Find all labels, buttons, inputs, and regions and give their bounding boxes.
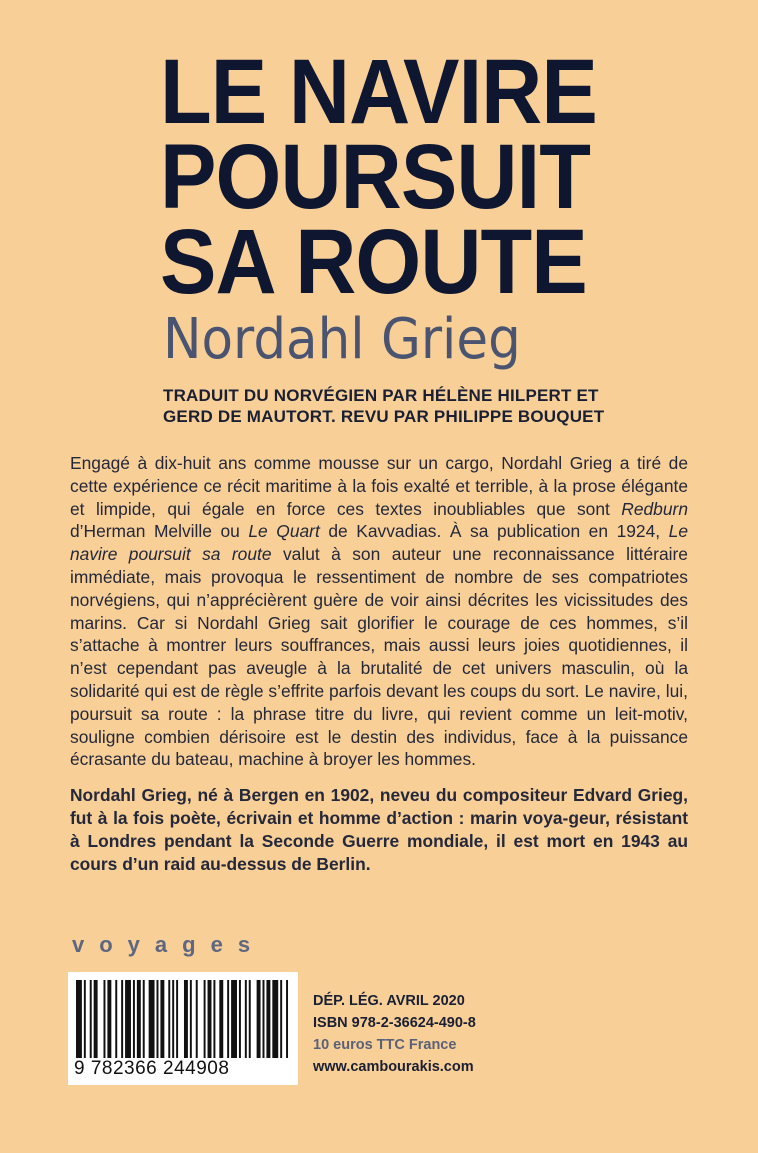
author-bio-paragraph: Nordahl Grieg, né à Bergen en 1902, neveu du compositeur Edvard Grieg, fut à la fois poète, écrivain et homme d’action : marin voya-geur, résistant à Londres pendant la Seconde Guerre mondiale, il est mort en 1943 au cours d’un raid au-dessus de Berlin. [70, 785, 688, 874]
title-line-2: POURSUIT [160, 126, 590, 228]
barcode-bar [176, 980, 178, 1058]
author-name: Nordahl Grieg [163, 307, 521, 372]
barcode-bar [107, 980, 111, 1058]
barcode-bar [90, 980, 92, 1058]
summary-paragraph: Engagé à dix-huit ans comme mousse sur un cargo, Nordahl Grieg a tiré de cette expérience ce récit maritime à la fois exalté et terrible, à la prose élégante et limpide, qui égale en force ces textes inoubliables que sont Redburn d’Herman Melville ou Le Quart de Kavvadias. À sa publication en 1924, Le navire poursuit sa route valut à son auteur une reconnaissance littéraire immédiate, mais provoqua le ressentiment de nombre de ses compatriotes norvégiens, qui n’apprécièrent guère de voir ainsi décrites les vicissitudes des marins. Car si Nordahl Grieg sait glorifier le courage de ces hommes, s’il s’attache à montrer leurs souffrances, mais aussi leurs joies quotidiennes, il n’est cependant pas aveugle à la brutalité de cet univers masculin, où la solidarité qui est de règle s’effrite parfois devant les coups du sort. Le navire, lui, poursuit sa route : la phrase titre du livre, qui revient comme un leit-motiv, souligne combien dérisoire est le destin des individus, face à la puissance écrasante du bateau, machine à broyer les hommes. [70, 453, 688, 770]
barcode-bar [76, 980, 82, 1058]
barcode-bar [103, 980, 105, 1058]
translator-credit: TRADUIT DU NORVÉGIEN PAR HÉLÈNE HILPERT ET GERD DE MAUTORT. REVU PAR PHILIPPE BOUQUET [163, 386, 605, 426]
barcode-bar [249, 980, 251, 1058]
barcode-bar [204, 980, 206, 1058]
italic-title-le-quart: Le Quart [248, 521, 320, 542]
barcode-bar [143, 980, 145, 1058]
barcode-bar [266, 980, 270, 1058]
title-line-3: SA ROUTE [160, 211, 587, 313]
publication-info [313, 990, 613, 1078]
title-line-1: LE NAVIRE [160, 41, 597, 143]
collection-name: voyages [72, 932, 266, 957]
barcode-bar [231, 980, 237, 1058]
barcode-bars [76, 980, 290, 1058]
price: 10 euros TTC France [313, 1037, 457, 1053]
barcode-bar [263, 980, 265, 1058]
website: www.cambourakis.com [313, 1059, 474, 1075]
barcode [68, 972, 298, 1085]
barcode-bar [172, 980, 174, 1058]
barcode-bar [125, 980, 131, 1058]
italic-title-redburn: Redburn [621, 498, 688, 519]
barcode-bar [219, 980, 223, 1058]
barcode-bar [272, 980, 278, 1058]
barcode-bar [213, 980, 215, 1058]
barcode-bar [84, 980, 86, 1058]
barcode-bar [137, 980, 141, 1058]
barcode-bar [208, 980, 212, 1058]
barcode-bar [257, 980, 261, 1058]
barcode-bar [168, 980, 170, 1058]
barcode-number: 9 782366 244908 [74, 1058, 230, 1079]
barcode-bar [184, 980, 188, 1058]
barcode-bar [115, 980, 117, 1058]
barcode-bar [190, 980, 192, 1058]
barcode-bar [227, 980, 229, 1058]
barcode-bar [157, 980, 159, 1058]
barcode-bar [286, 980, 288, 1058]
barcode-bar [133, 980, 135, 1058]
barcode-bar [239, 980, 241, 1058]
barcode-bar [245, 980, 247, 1058]
barcode-bar [280, 980, 282, 1058]
isbn: ISBN 978-2-36624-490-8 [313, 1015, 476, 1031]
legal-deposit: DÉP. LÉG. AVRIL 2020 [313, 993, 465, 1009]
barcode-bar [94, 980, 98, 1058]
barcode-bar [121, 980, 123, 1058]
book-title [160, 41, 602, 313]
barcode-bar [160, 980, 164, 1058]
italic-title-navire: Le navire poursuit sa route [70, 521, 688, 565]
back-cover-text [70, 452, 688, 888]
barcode-bar [196, 980, 198, 1058]
barcode-bar [149, 980, 155, 1058]
